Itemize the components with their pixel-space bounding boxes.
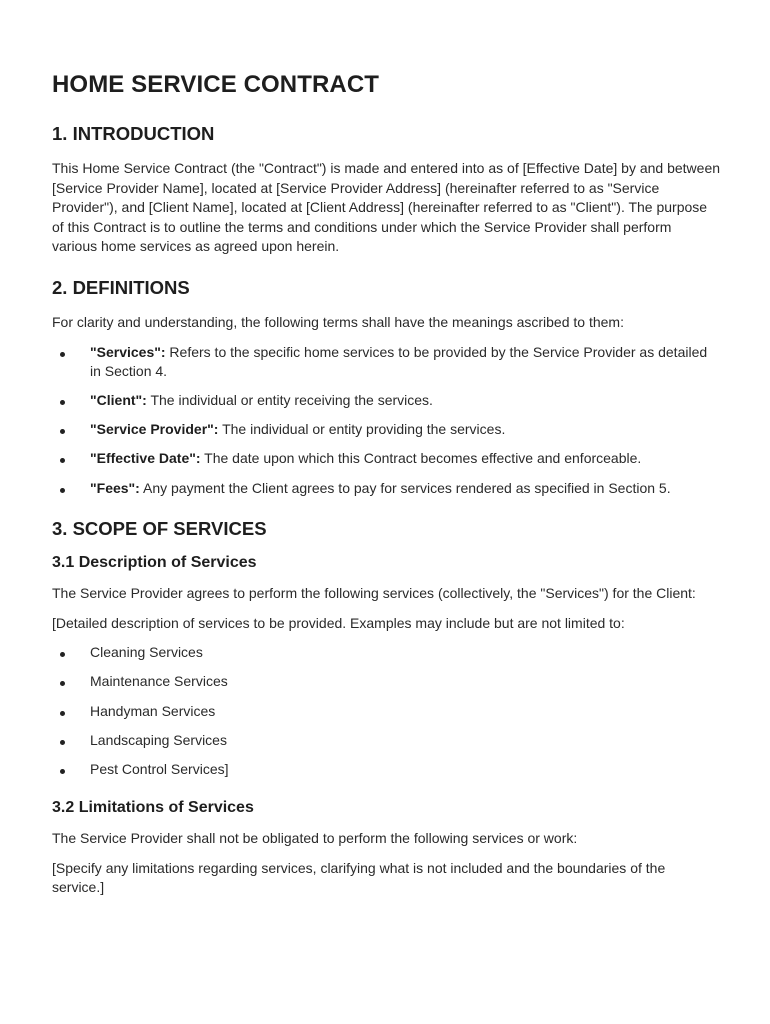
definition-term: "Effective Date":	[90, 450, 201, 467]
service-item: Handyman Services	[52, 702, 720, 722]
definition-term: "Fees":	[90, 479, 140, 496]
section-heading-definitions: 2. DEFINITIONS	[52, 276, 190, 298]
definition-text: The individual or entity providing the services.	[218, 421, 506, 438]
subsection-description-of-services	[52, 554, 720, 779]
definitions-list	[52, 343, 720, 499]
subsection-heading-limitations: 3.2 Limitations of Services	[52, 799, 254, 817]
section-introduction	[52, 123, 720, 257]
service-item: Cleaning Services	[52, 643, 720, 663]
limitations-placeholder: [Specify any limitations regarding services, clarifying what is not included and the boundaries of the service.]	[52, 859, 666, 896]
section-heading-introduction: 1. INTRODUCTION	[52, 123, 215, 144]
definitions-lead: For clarity and understanding, the following terms shall have the meanings ascribed to them:	[52, 313, 624, 330]
limitations-paragraph: The Service Provider shall not be obligated to perform the following services or work:	[52, 830, 578, 847]
definition-text: Any payment the Client agrees to pay for services rendered as specified in Section 5.	[139, 479, 671, 496]
definition-term: "Service Provider":	[90, 421, 219, 438]
subsection-heading-description: 3.1 Description of Services	[52, 554, 257, 572]
introduction-paragraph: This Home Service Contract (the "Contract") is made and entered into as of [Effective Date] by and between [Service Provider Name], located at [Service Provider Address] (hereinafter referred to as "Service Provider"), and [Client Name], located at [Client Address] (hereinafter referred to as "Client"). The purpose of this Contract is to outline the terms and conditions under which the Service Provider shall perform various home services as agreed upon herein.	[52, 160, 721, 255]
definition-item	[52, 391, 720, 411]
definition-term: "Client":	[90, 392, 147, 409]
definition-text: The individual or entity receiving the services.	[146, 392, 433, 409]
description-paragraph: The Service Provider agrees to perform the following services (collectively, the "Services") for the Client:	[52, 585, 696, 602]
subsection-limitations-of-services	[52, 799, 720, 898]
service-item: Pest Control Services]	[52, 760, 720, 780]
document-title: HOME SERVICE CONTRACT	[52, 71, 380, 98]
definition-item	[52, 449, 720, 469]
definition-term: "Services":	[90, 343, 166, 360]
section-scope-of-services	[52, 518, 720, 898]
definition-item	[52, 479, 720, 499]
service-item: Landscaping Services	[52, 731, 720, 751]
definition-item	[52, 420, 720, 440]
section-definitions	[52, 277, 720, 498]
definition-text: The date upon which this Contract becomes effective and enforceable.	[200, 450, 642, 467]
service-item: Maintenance Services	[52, 672, 720, 692]
description-examples-lead: [Detailed description of services to be provided. Examples may include but are not limited to:	[52, 614, 625, 631]
services-list	[52, 643, 720, 779]
definition-text: Refers to the specific home services to be provided by the Service Provider as detailed in Section 4.	[90, 343, 708, 380]
section-heading-scope: 3. SCOPE OF SERVICES	[52, 518, 267, 540]
definition-item	[52, 343, 720, 382]
